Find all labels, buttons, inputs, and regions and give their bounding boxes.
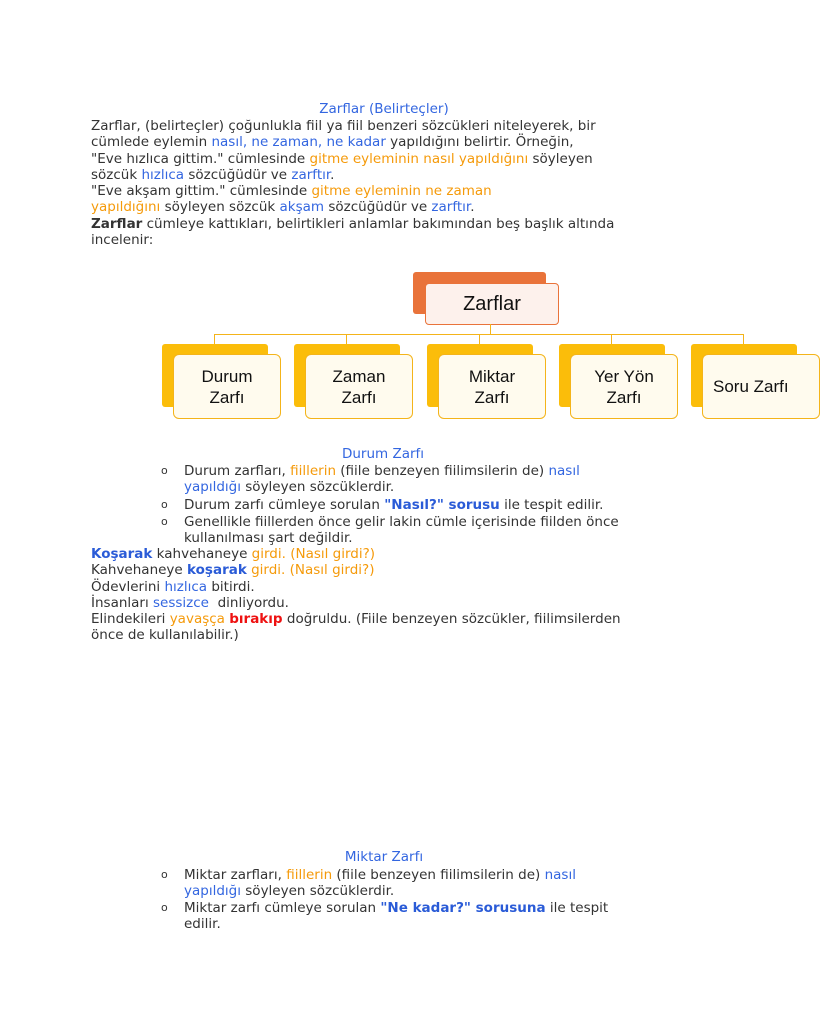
- bullet-text: [184, 900, 684, 933]
- bullet-text: [184, 497, 684, 513]
- section-title-miktar: Miktar Zarfı: [344, 849, 424, 865]
- text: "Eve akşam gittim." cümlesinde: [91, 183, 312, 200]
- highlight-text: "Nasıl?" sorusu: [384, 497, 500, 513]
- text: İnsanları: [91, 594, 154, 611]
- node-label: Zarfı: [474, 387, 510, 407]
- highlight-text: koşarak: [187, 562, 247, 579]
- node-durum-zarfi: [173, 354, 281, 419]
- text: önce de kullanılabilir.): [91, 627, 239, 644]
- node-label: Yer Yön: [594, 366, 654, 386]
- bullet-item: [161, 463, 681, 496]
- text: cümlede eylemin: [91, 134, 212, 151]
- intro-line: [91, 216, 691, 232]
- highlight-text: nasıl: [544, 867, 576, 883]
- text: Genellikle fiillerden önce gelir lakin cümle içerisinde fiilden önce: [184, 514, 619, 530]
- highlight-text: bırakıp: [229, 611, 283, 628]
- text: Ödevlerini: [91, 578, 165, 595]
- connector-line: [479, 334, 480, 344]
- highlight-text: zarftır: [431, 199, 471, 216]
- connector-line: [490, 324, 491, 334]
- text: incelenir:: [91, 232, 154, 249]
- text: dinliyordu.: [209, 594, 289, 611]
- highlight-text: fiillerin: [286, 867, 333, 883]
- text: kullanılması şart değildir.: [184, 530, 353, 547]
- highlight-text: fiillerin: [290, 463, 336, 479]
- highlight-text: nasıl: [548, 463, 580, 479]
- highlight-text: Koşarak: [91, 546, 153, 562]
- node-yer-yon-zarfi: [570, 354, 678, 419]
- text: doğruldu. (Fiile benzeyen sözcükler, fiilimsilerden: [282, 611, 621, 628]
- intro-line: [91, 183, 691, 199]
- text: (fiile benzeyen fiilimsilerin de): [332, 867, 545, 883]
- text: cümleye kattıkları, belirtikleri anlamlar bakımından beş başlık altında: [142, 215, 615, 232]
- text: sözcüğüdür ve: [324, 199, 432, 216]
- node-zaman-zarfi: [305, 354, 413, 419]
- example-line: [91, 562, 691, 578]
- text: sözcük: [91, 166, 142, 183]
- intro-line: [91, 118, 691, 134]
- text: Miktar zarfı cümleye sorulan: [184, 900, 381, 916]
- node-label: Miktar: [468, 366, 516, 386]
- example-line: [91, 611, 691, 627]
- text: Kahvehaneye: [91, 562, 188, 579]
- text: Miktar zarfları,: [184, 867, 287, 883]
- node-label: Zarfı: [606, 387, 642, 407]
- bullet-text: [184, 463, 684, 496]
- highlight-text: zarftır: [291, 166, 331, 183]
- highlight-text: yavaşça: [169, 611, 225, 628]
- text: "Eve hızlıca gittim." cümlesinde: [91, 150, 310, 167]
- examples-paragraph: [91, 546, 691, 644]
- highlight-text: sessizce: [153, 594, 209, 611]
- text: söyleyen sözcüklerdir.: [240, 883, 395, 900]
- highlight-text: hızlıca: [164, 578, 208, 595]
- connector-line: [611, 334, 612, 344]
- text: Durum zarfı cümleye sorulan: [184, 497, 385, 513]
- text: Elindekileri: [91, 611, 170, 628]
- zarflar-diagram: [0, 268, 789, 428]
- root-node: Zarflar: [425, 283, 559, 325]
- highlight-text: yapıldığı: [184, 479, 241, 496]
- bullet-item: [161, 867, 681, 900]
- bullet-marker: o: [161, 464, 168, 477]
- connector-line: [214, 334, 215, 344]
- bullet-text: [184, 867, 684, 900]
- text: kahvehaneye: [152, 546, 252, 562]
- text: ile tespit edilir.: [499, 497, 604, 513]
- bullet-marker: o: [161, 498, 168, 511]
- highlight-text: gitme eyleminin ne zaman: [311, 183, 492, 200]
- highlight-text: girdi. (Nasıl girdi?): [246, 562, 375, 579]
- text: .: [330, 166, 335, 183]
- node-label: Zaman: [332, 366, 386, 386]
- text: söyleyen sözcük: [160, 199, 280, 216]
- highlight-text: yapıldığı: [184, 883, 241, 900]
- intro-line: [91, 151, 691, 167]
- highlight-text: akşam: [279, 199, 325, 216]
- bullet-marker: o: [161, 868, 168, 881]
- text: Durum zarfları,: [184, 463, 291, 479]
- intro-line: [91, 134, 691, 150]
- section-title-durum: [0, 446, 768, 462]
- bullet-item: [161, 497, 681, 514]
- bold-text: Zarflar: [91, 215, 143, 232]
- text: bitirdi.: [207, 578, 255, 595]
- text: söyleyen sözcüklerdir.: [240, 479, 395, 496]
- bullet-marker: o: [161, 901, 168, 914]
- node-soru-zarfi: [702, 354, 820, 419]
- highlight-text: gitme eyleminin nasıl yapıldığını: [309, 150, 529, 167]
- example-line: [91, 546, 691, 562]
- intro-line: [91, 232, 691, 248]
- example-line: [91, 579, 691, 595]
- text: sözcüğüdür ve: [184, 166, 292, 183]
- node-miktar-zarfi: [438, 354, 546, 419]
- bullet-item: [161, 514, 681, 547]
- highlight-text: "Ne kadar?" sorusuna: [380, 900, 546, 916]
- example-line: [91, 595, 691, 611]
- node-label: Soru Zarfı: [713, 377, 789, 396]
- connector-line: [346, 334, 347, 344]
- intro-line: [91, 199, 691, 215]
- section-title-text: Durum Zarfı: [341, 446, 425, 462]
- text: yapıldığını belirtir. Örneğin,: [385, 134, 574, 151]
- highlight-text: yapıldığını: [91, 199, 161, 216]
- page-title: Zarflar (Belirteçler): [319, 101, 449, 117]
- intro-line: [91, 167, 691, 183]
- example-line: [91, 627, 691, 643]
- text: Zarflar, (belirteçler) çoğunlukla fiil ya fiil benzeri sözcükleri niteleyerek, bir: [91, 118, 596, 134]
- node-label: Zarfı: [209, 387, 245, 407]
- text: ile tespit: [545, 900, 609, 916]
- text: edilir.: [184, 916, 221, 933]
- highlight-text: girdi. (Nasıl girdi?): [251, 546, 376, 562]
- node-label: Durum: [201, 366, 253, 386]
- node-label: Zarfı: [341, 387, 377, 407]
- bullet-marker: o: [161, 515, 168, 528]
- highlight-text: hızlıca: [141, 166, 185, 183]
- bullet-text: [184, 514, 684, 547]
- text: (fiile benzeyen fiilimsilerin de): [336, 463, 549, 479]
- highlight-text: nasıl, ne zaman, ne kadar: [211, 134, 386, 151]
- intro-paragraph: [91, 118, 691, 248]
- text: söyleyen: [528, 150, 593, 167]
- text: .: [470, 199, 475, 216]
- bullet-item: [161, 900, 681, 933]
- connector-line: [743, 334, 744, 344]
